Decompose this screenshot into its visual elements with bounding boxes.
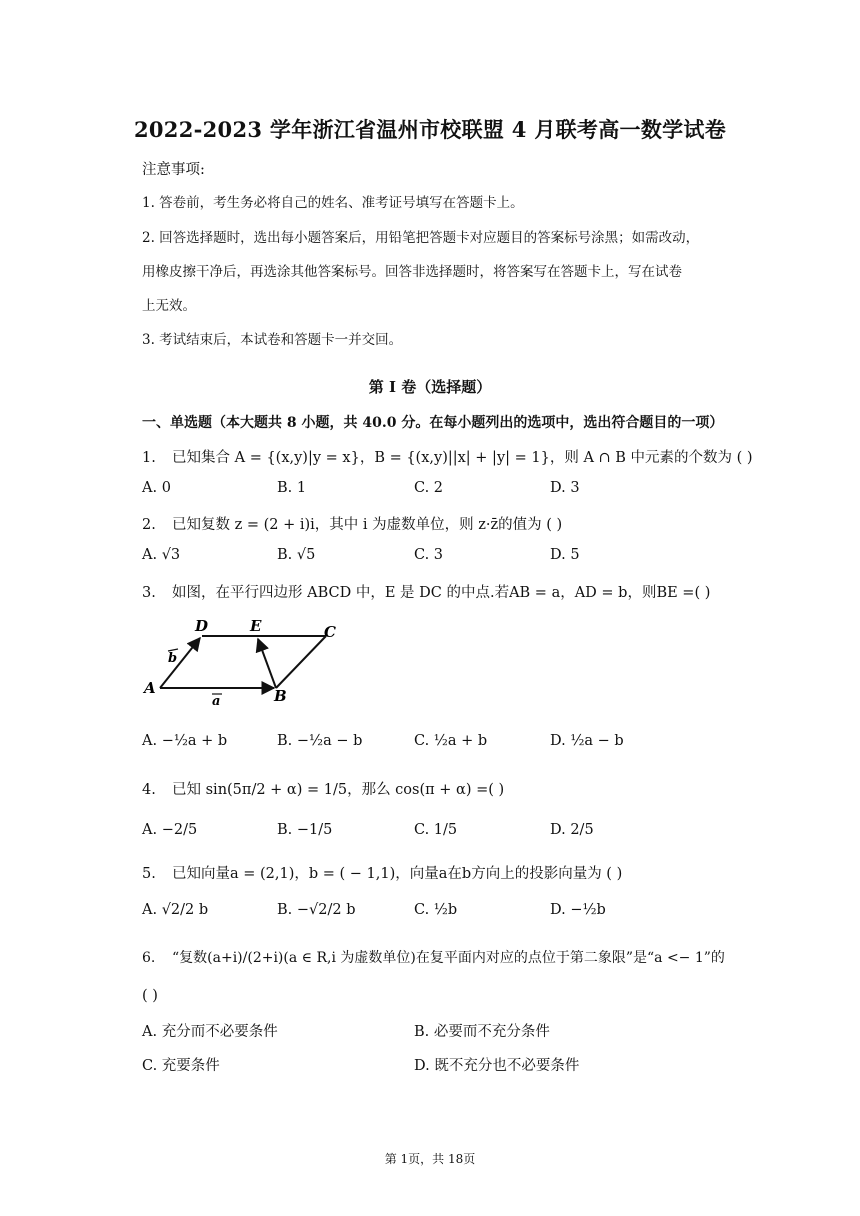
option-a[interactable]: A. √3 <box>142 547 181 563</box>
question-number: 4. <box>142 782 156 798</box>
notice-item: 上无效。 <box>142 298 196 314</box>
option-b[interactable]: B. 必要而不充分条件 <box>414 1024 550 1040</box>
label-c: C <box>324 623 336 641</box>
option-d[interactable]: D. 3 <box>550 480 580 496</box>
label-e: E <box>250 617 262 635</box>
question-text: 已知集合 A = {(x,y)|y = x}，B = {(x,y)||x| + |y| = 1}，则 A ∩ B 中元素的个数为 ( ) <box>172 450 753 466</box>
option-a[interactable]: A. −½a + b <box>142 733 228 749</box>
section-title: 第 I 卷（选择题） <box>368 378 492 396</box>
option-a[interactable]: A. −2/5 <box>142 822 198 838</box>
option-a[interactable]: A. √2/2 b <box>142 902 209 918</box>
question-text: 已知复数 z = (2 + i)i，其中 i 为虚数单位，则 z·z̄的值为 ( ) <box>172 517 563 533</box>
option-d[interactable]: D. −½b <box>550 902 606 918</box>
question-6 <box>142 947 725 967</box>
question-3 <box>142 581 710 602</box>
question-number: 6. <box>142 950 156 966</box>
question-text: 如图，在平行四边形 ABCD 中，E 是 DC 的中点.若AB = a，AD = b，则BE =( ) <box>172 585 711 601</box>
option-c[interactable]: C. ½b <box>414 902 458 918</box>
question-text: 已知向量a = (2,1)，b = ( − 1,1)，向量a在b方向上的投影向量为 ( ) <box>172 866 623 882</box>
vector-b-arrow <box>160 638 200 688</box>
option-d[interactable]: D. 5 <box>550 547 580 563</box>
label-vector-b: b <box>168 651 178 666</box>
label-a: A <box>144 679 156 697</box>
notice-item: 1. 答卷前，考生务必将自己的姓名、准考证号填写在答题卡上。 <box>142 195 524 211</box>
option-c[interactable]: C. ½a + b <box>414 733 488 749</box>
option-d[interactable]: D. ½a − b <box>550 733 624 749</box>
option-a[interactable]: A. 充分而不必要条件 <box>142 1024 278 1040</box>
notice-heading: 注意事项: <box>142 162 205 178</box>
label-vector-a: a <box>212 694 221 708</box>
question-number: 2. <box>142 517 156 533</box>
question-1 <box>142 446 753 467</box>
page-footer: 第 1页，共 18页 <box>384 1152 476 1166</box>
label-b: B <box>274 687 287 705</box>
question-text: 已知 sin(5π/2 + α) = 1/5，那么 cos(π + α) =( ) <box>172 782 505 798</box>
label-d: D <box>195 617 209 635</box>
option-c[interactable]: C. 1/5 <box>414 822 458 838</box>
notice-item: 用橡皮擦干净后，再选涂其他答案标号。回答非选择题时，将答案写在答题卡上，写在试卷 <box>142 264 682 280</box>
option-b[interactable]: B. −√2/2 b <box>277 902 356 918</box>
question-number: 5. <box>142 866 156 882</box>
question-5 <box>142 862 622 883</box>
option-c[interactable]: C. 3 <box>414 547 444 563</box>
option-b[interactable]: B. −1/5 <box>277 822 333 838</box>
option-b[interactable]: B. √5 <box>277 547 316 563</box>
question-4 <box>142 778 504 799</box>
answer-paren: ( ) <box>142 988 158 1004</box>
option-b[interactable]: B. 1 <box>277 480 307 496</box>
option-d[interactable]: D. 2/5 <box>550 822 594 838</box>
exam-title: 2022-2023 学年浙江省温州市校联盟 4 月联考高一数学试卷 <box>133 117 727 142</box>
option-c[interactable]: C. 2 <box>414 480 444 496</box>
vector-be-arrow <box>258 639 276 688</box>
notice-item: 2. 回答选择题时，选出每小题答案后，用铅笔把答题卡对应题目的答案标号涂黑；如需改动， <box>142 230 700 246</box>
question-number: 3. <box>142 585 156 601</box>
parallelogram-figure <box>140 612 340 708</box>
option-b[interactable]: B. −½a − b <box>277 733 363 749</box>
question-2 <box>142 513 562 534</box>
option-c[interactable]: C. 充要条件 <box>142 1058 220 1074</box>
question-number: 1. <box>142 450 156 466</box>
edge-cb <box>276 636 326 688</box>
question-text: “复数(a+i)/(2+i)(a ∈ R,i 为虚数单位)在复平面内对应的点位于第二象限”是“a <− 1”的 <box>172 950 725 966</box>
option-d[interactable]: D. 既不充分也不必要条件 <box>414 1058 580 1074</box>
part-heading: 一、单选题（本大题共 8 小题，共 40.0 分。在每小题列出的选项中，选出符合题目的一项） <box>142 415 724 431</box>
notice-item: 3. 考试结束后，本试卷和答题卡一并交回。 <box>142 332 403 348</box>
option-a[interactable]: A. 0 <box>142 480 171 496</box>
